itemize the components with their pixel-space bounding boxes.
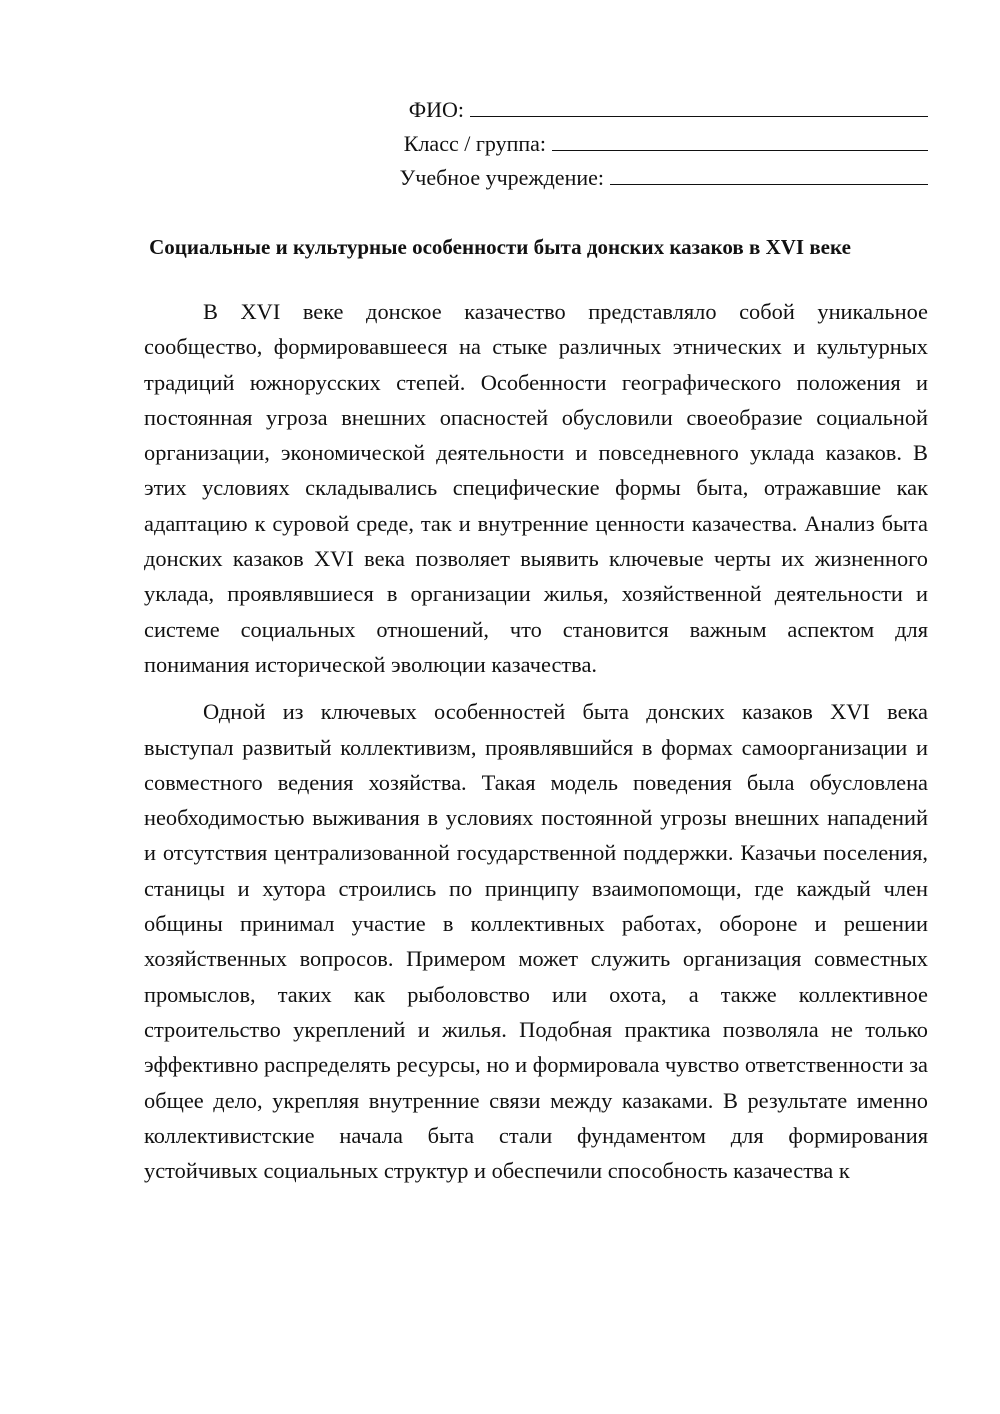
document-body [144,294,928,1200]
class-group-blank-line [552,126,928,151]
paragraph-intro: В XVI веке донское казачество представляло собой уникальное сообщество, формировавшееся на стыке различных этнических и культурных традиций южнорусских степей. Особенности географического положения и постоянная угроза внешних опасностей обусловили своеобразие социальной организации, экономической деятельности и повседневного уклада казаков. В этих условиях складывались специфические формы быта, отражавшие как адаптацию к суровой среде, так и внутренние ценности казачества. Анализ быта донских казаков XVI века позволяет выявить ключевые черты их жизненного уклада, проявлявшиеся в организации жилья, хозяйственной деятельности и системе социальных отношений, что становится важным аспектом для понимания исторической эволюции казачества. [144,299,928,677]
school-field-row [228,160,928,194]
fio-label: ФИО: [408,97,464,122]
fio-field-row [228,92,928,126]
class-field-row [228,126,928,160]
student-info-fields [228,92,928,194]
document-title: Социальные и культурные особенности быта донских казаков в XVI веке [149,235,851,259]
fio-blank-line [470,92,928,117]
paragraph-collectivism: Одной из ключевых особенностей быта донских казаков XVI века выступал развитый коллективизм, проявлявшийся в формах самоорганизации и совместного ведения хозяйства. Такая модель поведения была обусловлена необходимостью выживания в условиях постоянной угрозы внешних нападений и отсутствия централизованной государственной поддержки. Казачьи поселения, станицы и хутора строились по принципу взаимопомощи, где каждый член общины принимал участие в коллективных работах, обороне и решении хозяйственных вопросов. Примером может служить организация совместных промыслов, таких как рыболовство или охота, а также коллективное строительство укреплений и жилья. Подобная практика позволяла не только эффективно распределять ресурсы, но и формировала чувство ответственности за общее дело, укрепляя внутренние связи между казаками. В результате именно коллективистские начала быта стали фундаментом для формирования устойчивых социальных структур и обеспечили способность казачества к [144,699,928,1184]
class-group-label: Класс / группа: [403,131,546,156]
school-label: Учебное учреждение: [399,165,604,190]
school-blank-line [610,160,928,185]
